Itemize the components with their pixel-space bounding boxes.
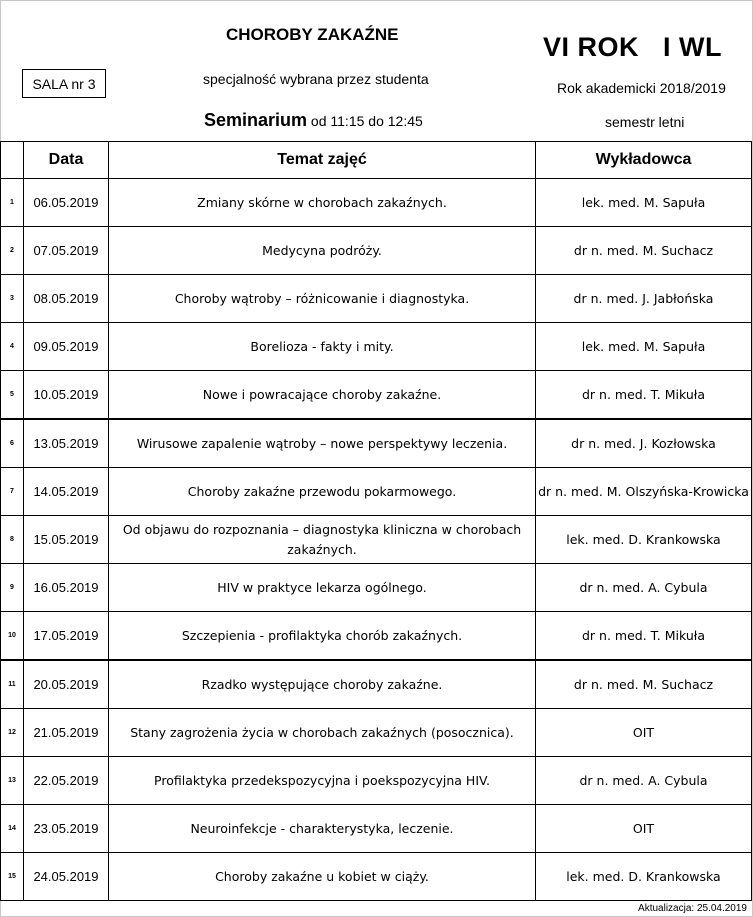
row-topic: Choroby zakaźne przewodu pokarmowego. <box>109 468 536 516</box>
row-date: 07.05.2019 <box>24 227 109 275</box>
row-number: 13 <box>1 757 24 805</box>
row-topic: Choroby wątroby – różnicowanie i diagnostyka. <box>109 275 536 323</box>
row-number: 3 <box>1 275 24 323</box>
col-header-no <box>1 142 24 179</box>
table-row <box>1 371 752 420</box>
row-date: 09.05.2019 <box>24 323 109 371</box>
room-label: SALA nr 3 <box>32 75 96 92</box>
row-number: 6 <box>1 419 24 468</box>
row-topic: Rzadko występujące choroby zakaźne. <box>109 660 536 709</box>
row-topic: Stany zagrożenia życia w chorobach zakaźnych (posocznica). <box>109 709 536 757</box>
row-date: 14.05.2019 <box>24 468 109 516</box>
page-title: CHOROBY ZAKAŹNE <box>226 25 399 44</box>
row-topic: HIV w praktyce lekarza ogólnego. <box>109 564 536 612</box>
table-row <box>1 419 752 468</box>
table-row <box>1 660 752 709</box>
row-number: 7 <box>1 468 24 516</box>
year-group: VI ROK I WL <box>543 32 722 62</box>
table-row <box>1 468 752 516</box>
row-date: 20.05.2019 <box>24 660 109 709</box>
row-lecturer: dr n. med. J. Jabłońska <box>536 275 752 323</box>
seminar-time: od 11:15 do 12:45 <box>307 113 423 129</box>
row-topic: Od objawu do rozpoznania – diagnostyka kliniczna w chorobach zakaźnych. <box>109 516 536 564</box>
row-lecturer: lek. med. D. Krankowska <box>536 516 752 564</box>
row-date: 10.05.2019 <box>24 371 109 420</box>
row-topic: Choroby zakaźne u kobiet w ciąży. <box>109 853 536 901</box>
row-lecturer: OIT <box>536 805 752 853</box>
semester: semestr letni <box>605 114 685 130</box>
row-lecturer: dr n. med. M. Olszyńska-Krowicka <box>536 468 752 516</box>
row-number: 9 <box>1 564 24 612</box>
row-number: 11 <box>1 660 24 709</box>
table-row <box>1 805 752 853</box>
row-topic: Neuroinfekcje - charakterystyka, leczenie. <box>109 805 536 853</box>
row-number: 15 <box>1 853 24 901</box>
row-number: 12 <box>1 709 24 757</box>
row-number: 8 <box>1 516 24 564</box>
seminar-label: Seminarium <box>204 110 308 130</box>
table-row <box>1 612 752 661</box>
row-number: 14 <box>1 805 24 853</box>
table-row <box>1 709 752 757</box>
specialty-text: specjalność wybrana przez studenta <box>203 71 429 87</box>
col-header-topic: Temat zajęć <box>109 142 536 179</box>
row-topic: Borelioza - fakty i mity. <box>109 323 536 371</box>
table-row <box>1 757 752 805</box>
row-lecturer: dr n. med. M. Suchacz <box>536 660 752 709</box>
row-topic: Szczepienia - profilaktyka chorób zakaźnych. <box>109 612 536 661</box>
table-row <box>1 227 752 275</box>
row-date: 23.05.2019 <box>24 805 109 853</box>
row-lecturer: dr n. med. T. Mikuła <box>536 371 752 420</box>
row-topic: Medycyna podróży. <box>109 227 536 275</box>
row-lecturer: dr n. med. A. Cybula <box>536 757 752 805</box>
schedule-table <box>0 141 752 901</box>
row-number: 4 <box>1 323 24 371</box>
row-lecturer: lek. med. D. Krankowska <box>536 853 752 901</box>
table-row <box>1 323 752 371</box>
col-header-lecturer: Wykładowca <box>536 142 752 179</box>
row-number: 5 <box>1 371 24 420</box>
row-date: 16.05.2019 <box>24 564 109 612</box>
row-number: 2 <box>1 227 24 275</box>
table-row <box>1 179 752 227</box>
row-date: 22.05.2019 <box>24 757 109 805</box>
table-row <box>1 275 752 323</box>
row-number: 10 <box>1 612 24 661</box>
row-number: 1 <box>1 179 24 227</box>
room-box <box>22 69 106 98</box>
row-topic: Nowe i powracające choroby zakaźne. <box>109 371 536 420</box>
row-date: 13.05.2019 <box>24 419 109 468</box>
row-lecturer: dr n. med. T. Mikuła <box>536 612 752 661</box>
table-row <box>1 516 752 564</box>
row-topic: Profilaktyka przedekspozycyjna i poekspozycyjna HIV. <box>109 757 536 805</box>
row-date: 15.05.2019 <box>24 516 109 564</box>
row-date: 21.05.2019 <box>24 709 109 757</box>
row-topic: Zmiany skórne w chorobach zakaźnych. <box>109 179 536 227</box>
row-lecturer: dr n. med. A. Cybula <box>536 564 752 612</box>
row-lecturer: OIT <box>536 709 752 757</box>
row-lecturer: lek. med. M. Sapuła <box>536 323 752 371</box>
update-note: Aktualizacja: 25.04.2019 <box>638 903 747 914</box>
table-row <box>1 564 752 612</box>
row-date: 06.05.2019 <box>24 179 109 227</box>
table-row <box>1 853 752 901</box>
academic-year: Rok akademicki 2018/2019 <box>557 80 726 96</box>
row-date: 08.05.2019 <box>24 275 109 323</box>
row-date: 24.05.2019 <box>24 853 109 901</box>
row-topic: Wirusowe zapalenie wątroby – nowe perspektywy leczenia. <box>109 419 536 468</box>
row-lecturer: dr n. med. M. Suchacz <box>536 227 752 275</box>
table-header-row <box>1 142 752 179</box>
row-date: 17.05.2019 <box>24 612 109 661</box>
col-header-date: Data <box>24 142 109 179</box>
row-lecturer: lek. med. M. Sapuła <box>536 179 752 227</box>
row-lecturer: dr n. med. J. Kozłowska <box>536 419 752 468</box>
seminar-heading <box>204 110 423 131</box>
